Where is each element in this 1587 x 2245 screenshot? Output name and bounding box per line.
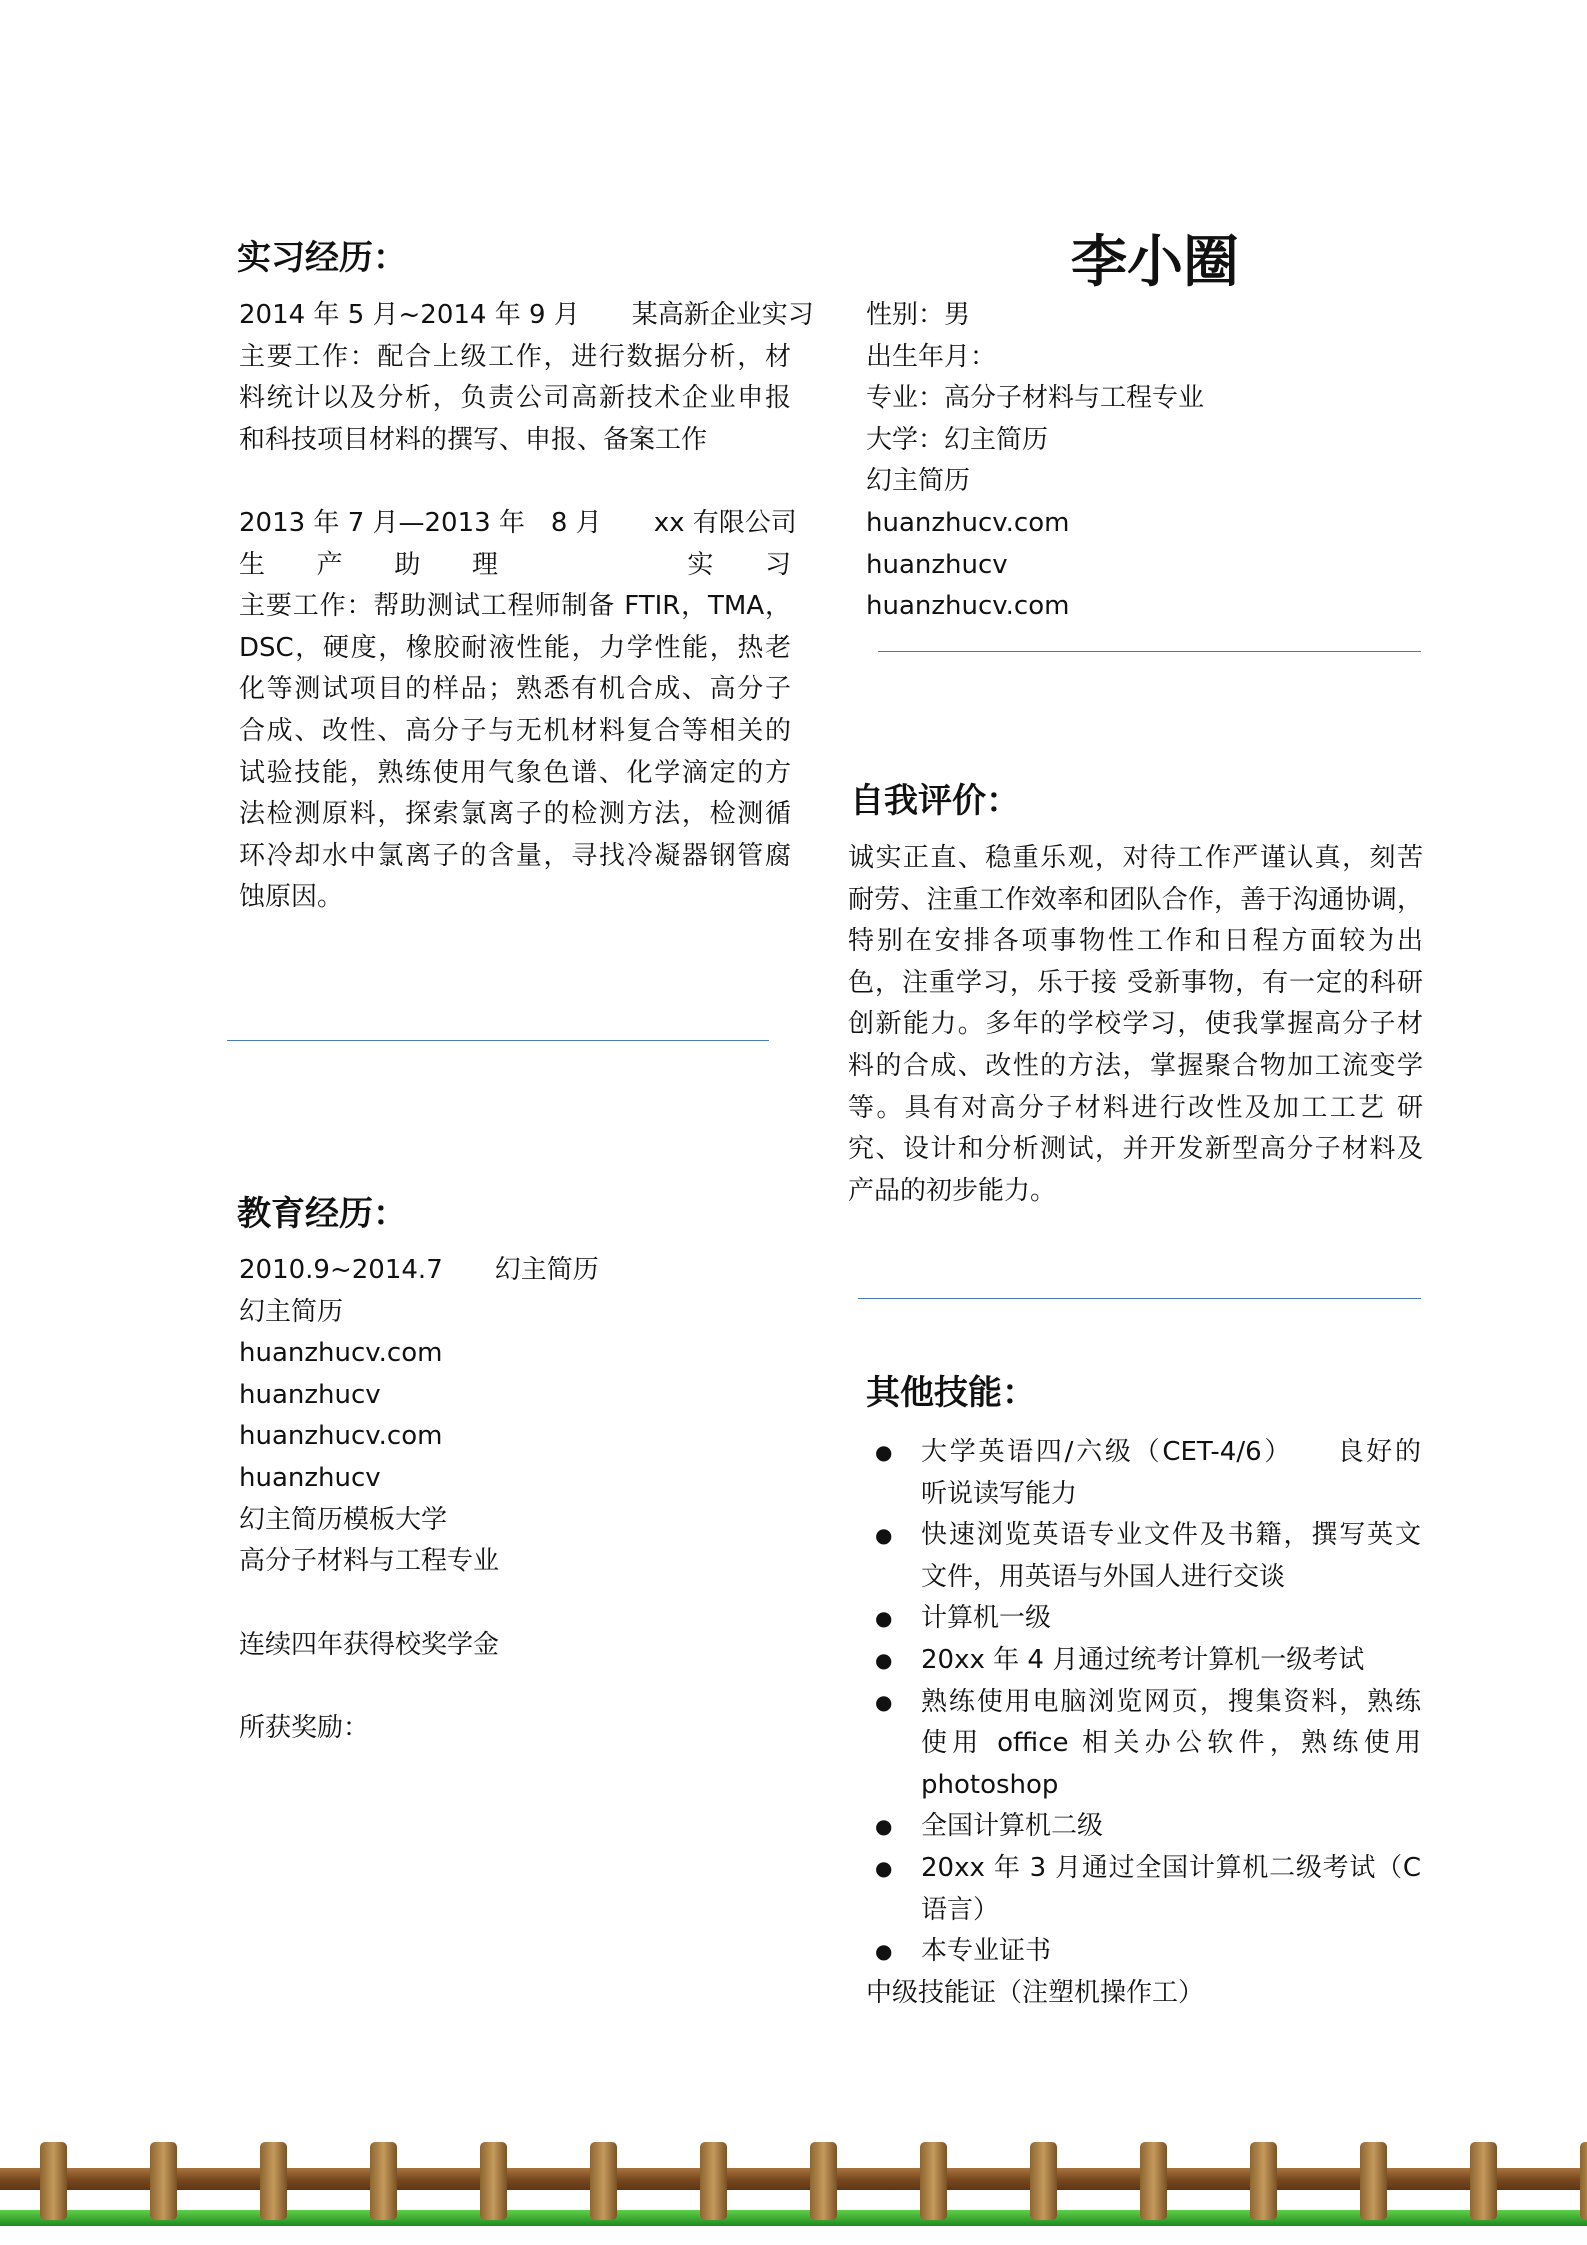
text-line: 使用 office 相关办公软件，熟练使用 — [921, 1728, 1421, 1759]
text-line: 专业：高分子材料与工程专业 — [866, 383, 1205, 414]
skill-item — [875, 1848, 1421, 1931]
text-line: 蚀原因。 — [239, 882, 344, 913]
text-line: 创新能力。多年的学校学习，使我掌握高分子材 — [848, 1009, 1423, 1040]
internship-heading: 实习经历： — [237, 238, 407, 278]
text-line: huanzhucv.com — [239, 1421, 443, 1452]
fence-rail — [0, 2168, 1587, 2190]
fence-decoration — [0, 2120, 1587, 2230]
divider-right-bottom — [858, 1298, 1421, 1299]
skill-item — [875, 1682, 1421, 1807]
skill-item — [875, 1598, 1421, 1640]
text-line: 生产助理 实习 — [239, 549, 791, 580]
text-line: 高分子材料与工程专业 — [239, 1546, 500, 1577]
candidate-name: 李小圈 — [1071, 229, 1239, 295]
self-eval-heading: 自我评价： — [850, 781, 1020, 821]
skill-item — [875, 1515, 1421, 1598]
fence-post — [1140, 2142, 1167, 2220]
skills-list — [875, 1432, 1421, 1973]
text-line: huanzhucv — [866, 549, 1008, 580]
text-line: 文件，用英语与外国人进行交谈 — [921, 1561, 1286, 1592]
fence-post — [700, 2142, 727, 2220]
bullet-icon: ● — [875, 1440, 893, 1464]
text-line: 20xx 年 4 月通过统考计算机一级考试 — [921, 1644, 1365, 1675]
text-line: 和科技项目材料的撰写、申报、备案工作 — [239, 424, 708, 455]
text-line: 特别在安排各项事物性工作和日程方面较为出 — [848, 926, 1423, 957]
fence-post — [1470, 2142, 1497, 2220]
text-line: 本专业证书 — [921, 1936, 1052, 1967]
text-line: 试验技能，熟练使用气象色谱、化学滴定的方 — [239, 757, 791, 788]
fence-post — [1360, 2142, 1387, 2220]
text-line: 料统计以及分析，负责公司高新技术企业申报 — [239, 383, 791, 414]
internship-job1 — [239, 295, 814, 461]
text-line: 法检测原料，探索氯离子的检测方法，检测循 — [239, 799, 791, 830]
text-line: 出生年月： — [866, 341, 997, 372]
divider-left — [227, 1040, 769, 1041]
text-line: 合成、改性、高分子与无机材料复合等相关的 — [239, 715, 791, 746]
text-line: huanzhucv.com — [866, 591, 1070, 622]
text-line: DSC，硬度，橡胶耐液性能，力学性能，热老 — [239, 632, 791, 663]
text-line: huanzhucv — [239, 1462, 381, 1493]
text-line: 幻主简历模板大学 — [239, 1504, 448, 1535]
fence-post — [1250, 2142, 1277, 2220]
scholarship — [239, 1625, 499, 1667]
fence-post — [150, 2142, 177, 2220]
text-line: 2010.9~2014.7 幻主简历 — [239, 1255, 599, 1285]
skills-footer — [866, 1973, 1204, 2015]
text-line: 熟练使用电脑浏览网页，搜集资料，熟练 — [921, 1686, 1421, 1717]
text-line: 环冷却水中氯离子的含量，寻找冷凝器钢管腐 — [239, 840, 791, 871]
text-line: 等。具有对高分子材料进行改性及加工工艺 研 — [848, 1092, 1423, 1123]
fence-post — [480, 2142, 507, 2220]
text-line: huanzhucv — [239, 1379, 381, 1410]
bullet-icon: ● — [875, 1606, 893, 1631]
text-line: 诚实正直、稳重乐观，对待工作严谨认真，刻苦 — [848, 843, 1423, 873]
text-line: 全国计算机二级 — [921, 1811, 1104, 1842]
bullet-icon: ● — [875, 1647, 893, 1672]
text-line: 2014 年 5 月~2014 年 9 月 某高新企业实习 — [239, 300, 814, 330]
text-line: 主要工作：帮助测试工程师制备 FTIR，TMA， — [239, 591, 791, 622]
skill-item — [875, 1931, 1421, 1973]
bullet-icon: ● — [875, 1814, 893, 1839]
text-line: photoshop — [921, 1769, 1059, 1800]
fence-post — [920, 2142, 947, 2220]
text-line: 快速浏览英语专业文件及书籍，撰写英文 — [921, 1520, 1421, 1551]
text-line: 计算机一级 — [921, 1603, 1052, 1634]
text-line: 大学英语四/六级（CET-4/6） 良好的 — [921, 1437, 1421, 1467]
education-heading: 教育经历： — [237, 1194, 407, 1234]
awards-text: 所获奖励： — [239, 1713, 370, 1743]
fence-post — [810, 2142, 837, 2220]
text-line: 究、设计和分析测试，并开发新型高分子材料及 — [848, 1134, 1423, 1165]
bullet-icon: ● — [875, 1689, 893, 1714]
grass-strip — [0, 2210, 1587, 2226]
bullet-icon: ● — [875, 1523, 893, 1548]
scholarship-text: 连续四年获得校奖学金 — [239, 1630, 500, 1660]
text-line: 大学：幻主简历 — [866, 424, 1049, 455]
fence-post — [370, 2142, 397, 2220]
bullet-icon: ● — [875, 1939, 893, 1964]
text-line: 主要工作：配合上级工作，进行数据分析，材 — [239, 341, 791, 372]
bullet-icon: ● — [875, 1855, 893, 1880]
text-line: 料的合成、改性的方法，掌握聚合物加工流变学 — [848, 1050, 1423, 1081]
skill-item — [875, 1806, 1421, 1848]
text-line: 语言） — [921, 1894, 1000, 1925]
internship-job2 — [239, 503, 797, 919]
skills-heading: 其他技能： — [866, 1373, 1036, 1413]
text-line: 2013 年 7 月—2013 年 8 月 xx 有限公司 — [239, 508, 797, 538]
text-line: 幻主简历 — [239, 1296, 344, 1327]
skills-footer-text: 中级技能证（注塑机操作工） — [866, 1978, 1205, 2008]
text-line: 色，注重学习，乐于接 受新事物，有一定的科研 — [848, 967, 1423, 998]
text-line: 幻主简历 — [866, 466, 971, 497]
text-line: 耐劳、注重工作效率和团队合作，善于沟通协调， — [848, 884, 1423, 915]
skill-item — [875, 1432, 1421, 1515]
text-line: 性别：男 — [866, 300, 971, 330]
text-line: 产品的初步能力。 — [848, 1175, 1057, 1206]
divider-right-top — [878, 651, 1421, 652]
text-line: huanzhucv.com — [866, 507, 1070, 538]
skill-item — [875, 1640, 1421, 1682]
text-line: huanzhucv.com — [239, 1338, 443, 1369]
fence-post — [260, 2142, 287, 2220]
fence-post — [40, 2142, 67, 2220]
text-line: 20xx 年 3 月通过全国计算机二级考试（C — [921, 1852, 1421, 1883]
text-line: 听说读写能力 — [921, 1478, 1078, 1509]
education-details — [239, 1250, 791, 1583]
fence-post — [1030, 2142, 1057, 2220]
awards-label — [239, 1708, 369, 1750]
text-line: 化等测试项目的样品；熟悉有机合成、高分子 — [239, 674, 791, 705]
fence-post — [590, 2142, 617, 2220]
self-eval-text — [848, 838, 1423, 1212]
profile-info — [866, 295, 1418, 628]
fence-post — [1580, 2142, 1587, 2220]
